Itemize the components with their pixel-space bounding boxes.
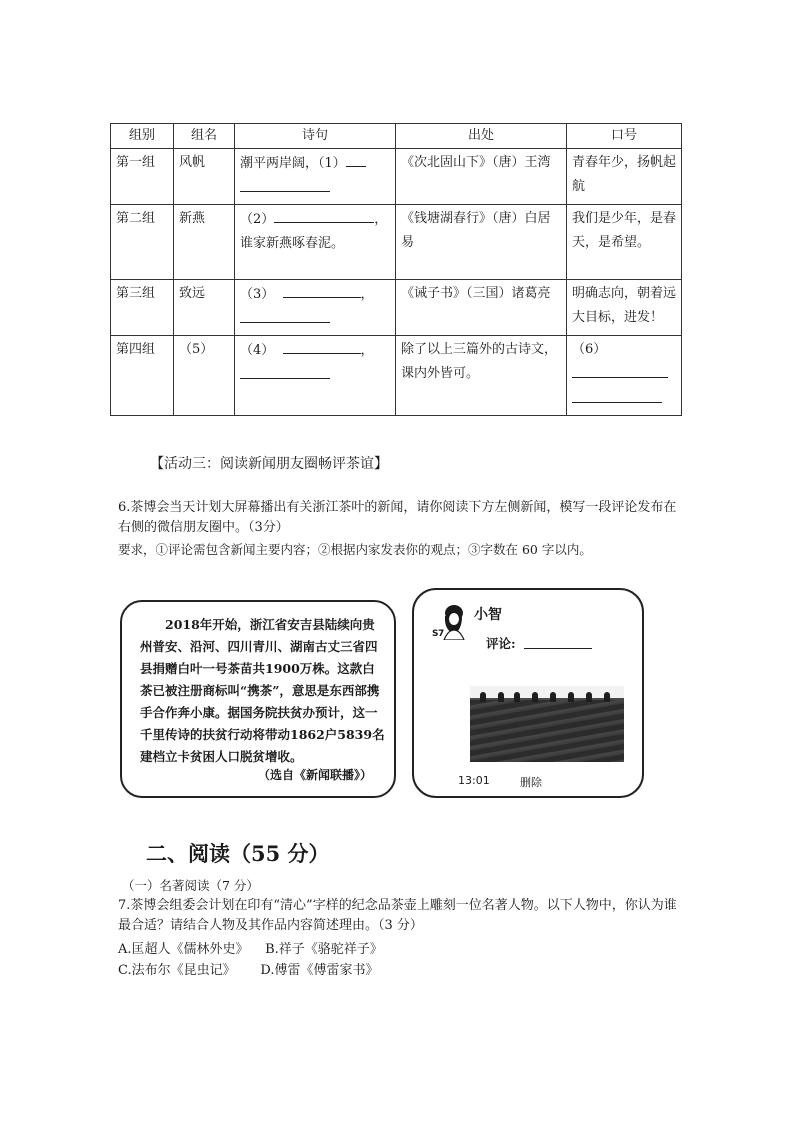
header-source: 出处 (396, 124, 567, 149)
post-time: 13:01 (458, 774, 490, 787)
cell-verse (235, 149, 396, 205)
options-row-1 (118, 938, 383, 957)
header-slogan: 口号 (567, 124, 682, 149)
answer-blank-4a[interactable] (283, 338, 361, 354)
photo-pickers (470, 692, 624, 704)
answer-blank-6b[interactable] (572, 387, 662, 403)
verse-text: 潮平两岸阔，（1） (240, 156, 346, 171)
verse-number: （4） (240, 343, 275, 358)
answer-blank-1a[interactable] (346, 151, 366, 167)
slogan-number: （6） (572, 342, 607, 357)
cell-group: 第二组 (111, 205, 174, 280)
question-6-requirements: 要求，①评论需包含新闻主要内容；②根据内家发表你的观点；③字数在 60 字以内。 (118, 542, 592, 557)
cell-verse (235, 280, 396, 336)
comment-label: 评论: (486, 636, 516, 651)
question-6: 6.茶博会当天计划大屏幕播出有关浙江茶叶的新闻，请你阅读下方左侧新闻，模写一段评论发布在右侧的微信朋友圈中。（3分） (118, 500, 677, 535)
cell-slogan: 青春年少，扬帆起航 (567, 149, 682, 205)
cell-name: 新燕 (174, 205, 235, 280)
answer-blank-3a[interactable] (283, 282, 361, 298)
photo-tea-rows (470, 700, 624, 762)
cell-slogan (567, 336, 682, 416)
activity-title: 【活动三：阅读新闻朋友圈畅评茶谊】 (150, 456, 388, 472)
table-row (111, 336, 682, 416)
tea-field-photo (470, 686, 624, 762)
cell-verse (235, 205, 396, 280)
verse-text: 谁家新燕啄春泥。 (240, 236, 345, 251)
wechat-moments-card (412, 588, 644, 798)
svg-text:7: 7 (438, 629, 445, 639)
cell-source: 除了以上三篇外的古诗文，课内外皆可。 (396, 336, 567, 416)
table-row (111, 149, 682, 205)
cell-name: 风帆 (174, 149, 235, 205)
poem-table (110, 123, 682, 416)
verse-number: （3） (240, 287, 275, 302)
comment-input-line[interactable] (524, 648, 592, 649)
answer-blank-6a[interactable] (572, 362, 668, 378)
verse-number: （2） (240, 212, 275, 227)
cell-source: 《钱塘湖春行》（唐）白居易 (396, 205, 567, 280)
header-group: 组别 (111, 124, 174, 149)
cell-source: 《诫子书》（三国）诸葛亮 (396, 280, 567, 336)
question-7: 7.茶博会组委会计划在印有“清心”字样的纪念品茶壶上雕刻一位名著人物。以下人物中，你认为谁最合适？请结合人物及其作品内容简述理由。（3 分） (118, 898, 677, 933)
option-c[interactable]: C.法布尔《昆虫记》 (118, 963, 236, 978)
cell-group: 第四组 (111, 336, 174, 416)
answer-blank-2[interactable] (274, 207, 374, 223)
subsection-1-title: （一）名著阅读（7 分） (122, 878, 259, 893)
option-a[interactable]: A.匡超人《儒林外史》 (118, 942, 249, 957)
table-row (111, 205, 682, 280)
verse-comma: ， (360, 287, 374, 302)
news-card (120, 600, 396, 798)
cell-slogan: 我们是少年，是春天，是希望。 (567, 205, 682, 280)
svg-text:S: S (432, 629, 439, 639)
option-d[interactable]: D.傅雷《傅雷家书》 (260, 963, 379, 978)
name-blank-number[interactable]: （5） (179, 342, 214, 357)
table-header-row (111, 124, 682, 149)
delete-button[interactable]: 删除 (520, 776, 542, 789)
username: 小智 (474, 607, 502, 623)
answer-blank-3b[interactable] (240, 307, 330, 323)
cell-name: 致远 (174, 280, 235, 336)
avatar (432, 604, 468, 640)
verse-comma: ， (360, 343, 374, 358)
cell-name (174, 336, 235, 416)
option-b[interactable]: B.祥子《骆驼祥子》 (265, 942, 383, 957)
answer-blank-1b[interactable] (240, 176, 330, 192)
news-source: （选自《新闻联播》） (257, 768, 372, 782)
verse-comma: ， (374, 212, 388, 227)
table-row (111, 280, 682, 336)
cell-source: 《次北固山下》（唐）王湾 (396, 149, 567, 205)
cell-verse (235, 336, 396, 416)
cell-slogan: 明确志向，朝着远大目标，进发！ (567, 280, 682, 336)
answer-blank-4b[interactable] (240, 363, 330, 379)
cell-group: 第三组 (111, 280, 174, 336)
header-verse: 诗句 (235, 124, 396, 149)
cell-group: 第一组 (111, 149, 174, 205)
header-name: 组名 (174, 124, 235, 149)
options-row-2 (118, 959, 379, 978)
section-2-title: 二、阅读（55 分） (146, 841, 330, 866)
news-body: 2018年开始，浙江省安吉县陆续向贵州普安、沿河、四川青川、湖南古丈三省四县捐赠白叶一号茶苗共1900万株。这款白茶已被注册商标叫“携茶”，意思是东西部携手合作奔小康。据国务院扶贫办预计，这一千里传诗的扶贫行动将带动1862户5839名建档立卡贫困人口脱贫增收。 (140, 617, 385, 764)
